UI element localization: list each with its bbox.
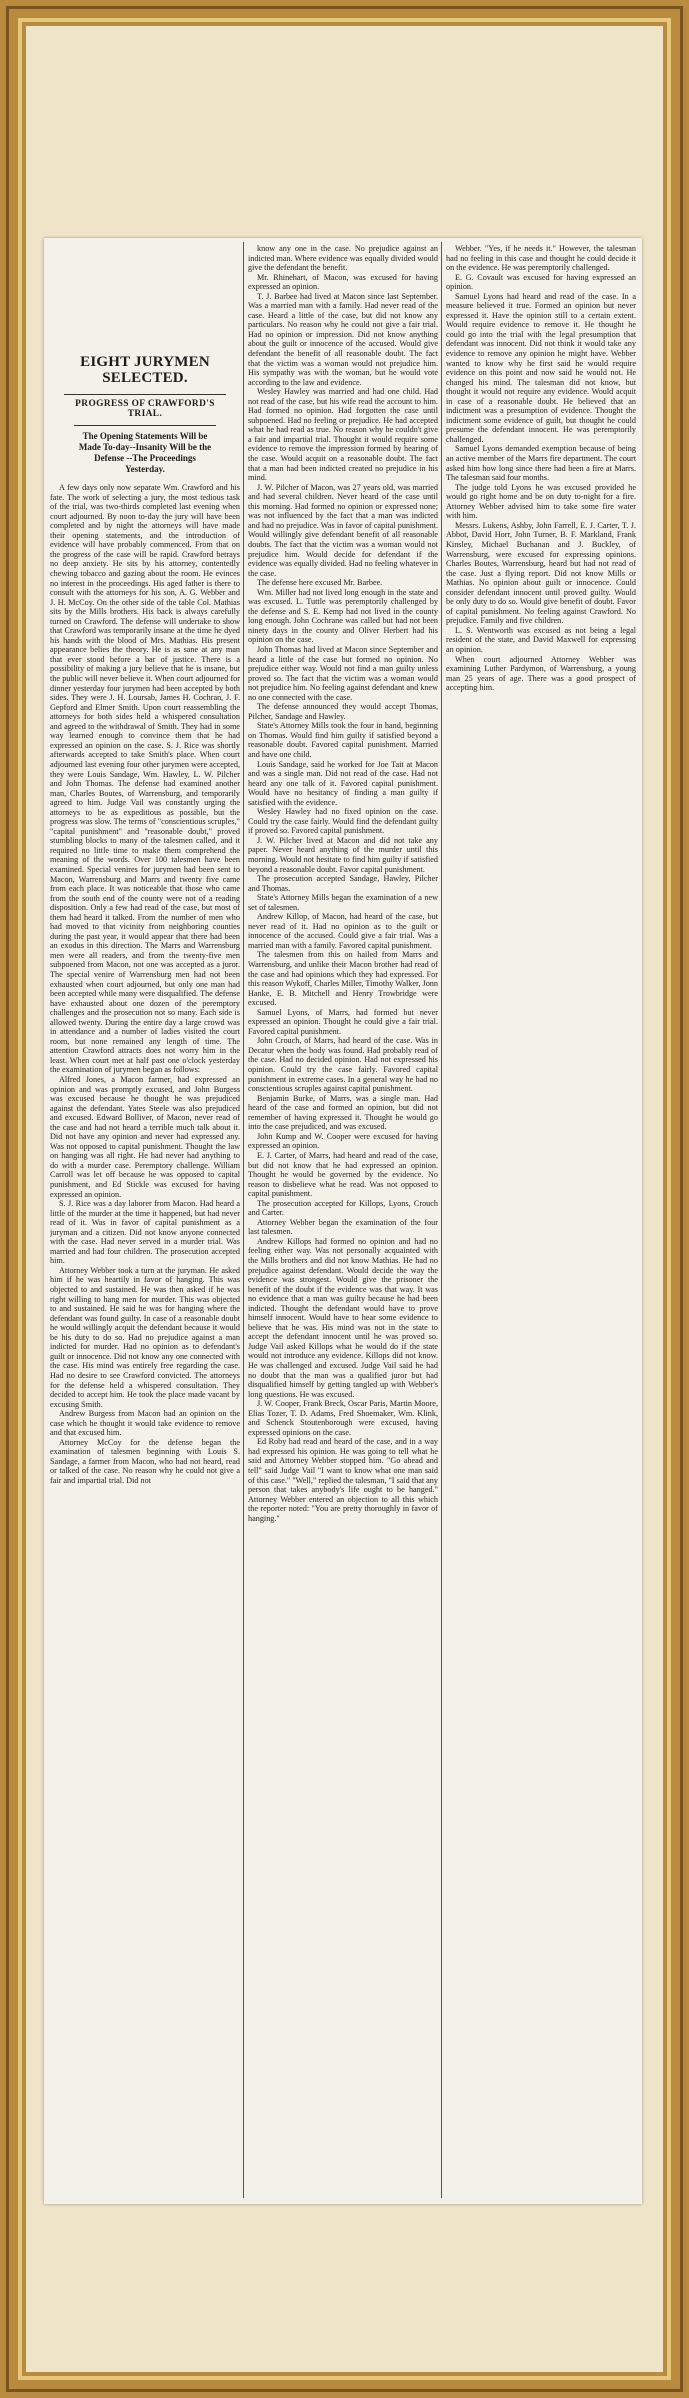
- article-column-1: [50, 244, 240, 2194]
- paragraph: Attorney McCoy for the defense began the examination of talesmen beginning with Louis S. Sandage, a farmer from Macon, who had not heard, read or talked of the case. No reason why he could not give a fair and impartial trial. Did not: [50, 1437, 240, 1485]
- paragraph: J. W. Pilcher of Macon, was 27 years old, was married and had several children. Never heard of the case until this morning. Had formed no opinion or expressed none; was not influenced by the fact that a man was indicted and had no prejudice. Was in favor of capital punishment. Would willingly give defendant benefit of all reasonable doubts. The fact that the victim was a woman would not prejudice him. Would decide for defendant if the evidence was equally divided. Had no feeling whatever in the case.: [248, 482, 438, 578]
- paragraph: L. S. Wentworth was excused as not being a legal resident of the state, and David Maxwell for expressing an opinion.: [446, 625, 636, 654]
- paragraph: Wesley Hawley was married and had one child. Had not read of the case, but his wife read the account to him. Had formed no opinion. Had forgotten the case until subpoened. Had no feeling or prejudice. He had accepted what he had read as true. No reason why he couldn't give a fair and impartial trial. Thought it would require some evidence to remove the impression formed by hearing of the case. Would acquit on a reasonable doubt. The fact that a man had been indicted created no prejudice in his mind.: [248, 387, 438, 483]
- newspaper-clipping: [44, 238, 642, 2204]
- subheadline: PROGRESS OF CRAWFORD'S TRIAL.: [64, 394, 226, 419]
- paragraph: When court adjourned Attorney Webber was examining Luther Pardymon, of Warrensburg, a young man 25 years of age. There was a good prospect of accepting him.: [446, 654, 636, 693]
- paragraph: Louis Sandage, said he worked for Joe Tait at Macon and was a single man. Did not read of the case. Had not heard any one talk of it. Favored capital punishment. Would have no hesitancy of finding a man guilty if satisfied with the evidence.: [248, 759, 438, 807]
- paragraph: John Thomas had lived at Macon since September and heard a little of the case but formed no opinion. No prejudice either way. Would not find a man guilty unless proved so. The fact that the victim was a woman would not prejudice him. No feeling against defendant and knew no one connected with the case.: [248, 644, 438, 702]
- paragraph: Wesley Hawley had no fixed opinion on the case. Could try the case fairly. Would find the defendant guilty if proved so. Favored capital punishment.: [248, 807, 438, 836]
- paragraph: Mr. Rhinehart, of Macon, was excused for having expressed an opinion.: [248, 272, 438, 292]
- headline: EIGHT JURYMEN SELECTED.: [80, 354, 210, 386]
- paragraph: State's Attorney Mills took the four in hand, beginning on Thomas. Would find him guilty if satisfied beyond a reasonable doubt. Favored capital punishment. Married and have one child.: [248, 721, 438, 759]
- paragraph: Attorney Webber began the examination of the four last talesmen.: [248, 1217, 438, 1237]
- paragraph: E. J. Carter, of Marrs, had heard and read of the case, but did not know that he had expressed an opinion. Thought he would be governed by the evidence. No reason to disbelieve what he read. Was not opposed to capital punishment.: [248, 1150, 438, 1199]
- paragraph: Andrew Burgess from Macon had an opinion on the case which he thought it would take evidence to remove and that excused him.: [50, 1409, 240, 1438]
- paragraph: J. W. Pilcher lived at Macon and did not take any paper. Never heard anything of the murder until this morning. Would not hesitate to find him guilty if satisfied beyond a reasonable doubt. Favor capital punishment.: [248, 835, 438, 874]
- paragraph: Messrs. Lukens, Ashby, John Farrell, E. J. Carter, T. J. Abbot, David Horr, John Turner, B. F. Markland, Frank Kinsley, Michael Buchanan and J. Buckley, of Warrensburg, were excused for expressing opinions. Charles Boutes, Warrensburg, heard but had not read of the case. Just a flying report. Did not know Mills or Mathias. No opinion about guilt or innocence. Could consider defendant innocent until proved guilty. Would be only duty to do so. Would give benefit of doubt. Favor of capital punishment. No feeling against Crawford. No prejudice. Family and five children.: [446, 520, 636, 626]
- paragraph: The prosecution accepted for Killops, Lyons, Crouch and Carter.: [248, 1198, 438, 1218]
- paragraph: The defense announced they would accept Thomas, Pilcher, Sandage and Hawley.: [248, 702, 438, 721]
- paragraph: S. J. Rice was a day laborer from Macon. Had heard a little of the murder at the time it happened, but had never read of it. Was in favor of capital punishment as a juryman and a citizen. Did not know anyone connected with the case. Had never served in a murder trial. Was married and had four children. The prosecution accepted him.: [50, 1199, 240, 1266]
- paragraph: Ed Roby had read and heard of the case, and in a way had expressed his opinion. He was going to tell what he said and Attorney Webber stopped him. "Go ahead and tell" said Judge Vail "I want to know what one man said of this case." "Well," replied the talesman, "I said that any person that takes anybody's life ought to be hanged." Attorney Webber entered an objection to all this which the reporter noted: "You are pretty thoroughly in favor of hanging.": [248, 1437, 438, 1523]
- paragraph: Samuel Lyons, of Marrs, had formed but never expressed an opinion. Thought he could give a fair trial. Favored capital punishment.: [248, 1007, 438, 1036]
- paragraph: Attorney Webber took a turn at the juryman. He asked him if he was heartily in favor of hanging. This was objected to and sustained. He was then asked if he was right willing to hang men for murder. This was objected to and sustained. He said he was for hanging where the defendant was found guilty. In case of a reasonable doubt he would willingly acquit the defendant because it would be his duty to do so. Had no prejudice against a man indicted for murder. Had no opinion as to defendant's guilt or innocence. Did not know any one connected with the case. His mind was entirely free regarding the case. Had no desire to see Crawford convicted. The attorneys for the defense held a whispered consultation. They decided to accept him. He took the place made vacant by excusing Smith.: [50, 1265, 240, 1409]
- paragraph: Samuel Lyons demanded exemption because of being an active member of the Marrs fire department. The court asked him how long since there had been a fire at Marrs. The talesman said four months.: [446, 444, 636, 483]
- paragraph: The defense here excused Mr. Barbee.: [257, 578, 383, 588]
- paragraph: The judge told Lyons he was excused provided he would go right home and be on duty to-night for a fire. Attorney Webber advised him to take some fire water with him.: [446, 482, 636, 521]
- paragraph: E. G. Covault was excused for having expressed an opinion.: [446, 272, 636, 292]
- paragraph: Alfred Jones, a Macon farmer, had expressed an opinion and was promptly excused, and John Burgess was excused because he thought he was prejudiced against the defendant. Yates Steele was also prejudiced and excused. Edward Bolliver, of Macon, never read of the case and had not heard a terrible much talk about it. Did not have any opinion and never had expressed any. Was not opposed to capital punishment. Thought the law on hanging was all right. He had never had anything to do with a murder case. Peremptory challenge. William Carroll was let off because he was opposed to capital punishment, and Ed Stickle was excused for having expressed an opinion.: [50, 1075, 240, 1199]
- column-rule: [441, 242, 442, 2198]
- paragraph: Webber. "Yes, if he needs it." However, the talesman had no feeling in this case and thought he could decide it on the evidence. He was peremptorily challenged.: [446, 244, 636, 273]
- paragraph: T. J. Barbee had lived at Macon since last September. Was a married man with a family. Had never read of the case. Heard a little of the case, but did not know any particulars. No reason why he could not give a fair trial. Had no opinion or impression. Did not know anything about the guilt or innocence of the accused. Would give defendant the benefit of all reasonable doubt. The fact that the victim was a woman would not prejudice him. His sympathy was with the woman, but he would vote according to the law and evidence.: [248, 291, 438, 387]
- paragraph: Wm. Miller had not lived long enough in the state and was excused. L. Tuttle was peremptorily challenged by the defense and S. E. Kemp had not lived in the county long enough. John Cochrane was called but had not been ninety days in the county and Oliver Herbert had his opinion on the case.: [248, 587, 438, 645]
- article-column-3: [446, 244, 636, 1544]
- paragraph: A few days only now separate Wm. Crawford and his fate. The work of selecting a jury, the most tedious task of the trial, was two-thirds completed last evening when court adjourned. By noon to-day the jury will have been completed and by night the attorneys will have made their opening statements, and the introduction of evidence will have probably commenced. From that on the progress of the case will be rapid. Crawford betrays no deep anxiety. He sits by his attorney, contentedly chewing tobacco and gazing about the room. He evinces no interest in the proceedings. His aged father is there to consult with the attorneys for his son, A. G. Webber and J. H. McCoy. On the other side of the table Col. Mathias sits by the Mills brothers. His back is always carefully turned on Crawford. The defense will undertake to show that Crawford was temporarily insane at the time he dyed his hands with the blood of Mrs. Mathias. His present appearance belies the theory. He is as sane at any man that ever stood before a bar of justice. There is a possibility of making a jury believe that he is insane, but the public will never believe it. When court adjourned for dinner yesterday four jurymen had been accepted by both sides. They were J. H. Loursab, James H. Cochran, J. F. Gepford and Elmer Smith. Upon court reassembling the attorneys for both sides held a whispered consultation and agreed to the withdrawal of Smith. They had in some way learned enough to convince them that he had expressed an opinion on the case. S. J. Rice was shortly afterwards accepted to take Smith's place. When court adjourned last evening four other jurymen were accepted, they were Louis Sandage, Wm. Hawley, L. W. Pilcher and John Thomas. The defense had examined another man, Charles Boutes, of Warrensburg, and temporarily agreed to him. Judge Vail was constantly urging the attorneys to be as expeditious as possible, but the progress was slow. The terms of "conscientious scruples," "capital punishment" and "reasonable doubt," proved stumbling blocks to many of the talesmen called, and it required no little time to make them comprehend the meaning of the words. Over 100 talesmen have been examined. Special venires for jurymen had been sent to Macon, Warrensburg and Marrs and twenty five came from each place. It was noticeable that those who came from the south end of the county were not of a reading disposition. Only a few had read of the case, but most of them had heard it talked. From the number of men who had moved to that vicinity from neighboring counties during the past year, it would appear that there had been an exodus in this direction. The Marrs and Warrensburg men were all readers, and from the twenty-five men subpoened from Macon, not one was accepted as a juror. The special venire of Warrensburg men had not been exhausted when court adjourned, but only one man had been accepted while many were disqualified. The defense have exhausted about one dozen of the peremptory challenges and the prosecution not so many. Each side is allowed twenty. During the entire day a large crowd was in attendance and a number of ladies visited the court room, but none remained any length of time. The attention Crawford attracts does not worry him in the least. When court met at half past one o'clock yesterday the examination of jurymen began as follows:: [50, 483, 240, 1075]
- paragraph: John Crouch, of Marrs, had heard of the case. Was in Decatur when the body was found. Had probably read of the case. Had no decided opinion. Had not expressed his opinion. Could try the case fairly. Favored capital punishment in extreme cases. In a general way he had no conscientious scruples against capital punishment.: [248, 1036, 438, 1094]
- column-rule: [243, 242, 244, 2198]
- paragraph: Andrew Killops had formed no opinion and had no feeling either way. Was not personally acquainted with the Mills brothers and did not know Mathias. He had no prejudice against defendant. Would decide the way the evidence was strongest. Would give the prisoner the benefit of the doubt if the evidence was that way. It was no evidence that a man was guilty because he had been indicted. Thought the defendant would have to prove himself innocent. Would have to hear some evidence to believe that he was. His mind was not in the state to accept the defendant innocent until he was proved so. Judge Vail asked Killops what he would do if the state would not introduce any evidence. Killops did not know. He was challenged and excused. Judge Vail said he had no doubt that the man was a qualified juror but had disqualified himself by getting tangled up with Webber's long questions. He was excused.: [248, 1236, 438, 1399]
- paragraph: State's Attorney Mills began the examination of a new set of talesmen.: [248, 893, 438, 912]
- deck: The Opening Statements Will be Made To-day--Insanity Will be the Defense --The Proceedings Yesterday.: [74, 425, 216, 475]
- paragraph: Samuel Lyons had heard and read of the case. In a measure believed it true. Formed an opinion but never expressed it. Have the opinion still to a certain extent. Would require evidence to remove it. He thought he could go into the trial with the legal presumption that defendant was innocent. Did not think it would take any evidence to remove any opinion he might have. Webber wanted to know why he first said he would require evidence on this point and now said he would not. He changed his mind. The talesman did not know, but thought it would not require any evidence. Would acquit in case of a reasonable doubt. He believed that an indictment was a presumption of evidence. Thought the indictment some evidence of guilt, but thought he could presume the defendant innocent. He was peremptorily challenged.: [446, 291, 636, 444]
- paragraph: Andrew Killop, of Macon, had heard of the case, but never read of it. Had no opinion as to the guilt or innocence of the accused. Could give a fair trial. Was a married man with a family. Favored capital punishment.: [248, 912, 438, 950]
- paragraph: John Kump and W. Cooper were excused for having expressed an opinion.: [248, 1131, 438, 1151]
- paragraph: know any one in the case. No prejudice against an indicted man. Where evidence was equally divided would give the defendant the benefit.: [248, 244, 438, 273]
- paragraph: J. W. Cooper, Frank Breck, Oscar Paris, Martin Moore, Elias Tozer, T. D. Adams, Fred Shoemaker, Wm. Klink, and Schenck Stoutenborough were excused, having expressed opinions on the case.: [248, 1399, 438, 1437]
- paragraph: The talesmen from this on hailed from Marrs and Warrensburg, and unlike their Macon brother had read of the case and had opinions which they had expressed. For this reason Wykoff, Charles Miller, Timothy Walker, Jonn Hanke, E. B. Mitchell and Henry Trowbridge were excused.: [248, 950, 438, 1008]
- paragraph: Benjamin Burke, of Marrs, was a single man. Had heard of the case and formed an opinion, but did not remember of having expressed it. Thought he would go into the case prejudiced, and was excused.: [248, 1093, 438, 1132]
- paragraph: The prosecution accepted Sandage, Hawley, Pilcher and Thomas.: [248, 874, 438, 893]
- article-column-2: [248, 244, 438, 2194]
